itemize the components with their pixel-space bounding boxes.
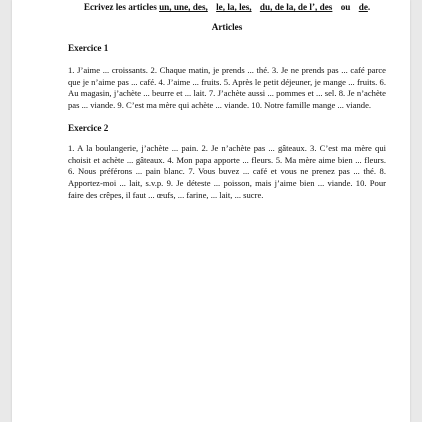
- instruction-connector: ou: [340, 2, 351, 12]
- instruction-period: .: [367, 2, 371, 12]
- exercise-1-text: 1. J’aime ... croissants. 2. Chaque matin, je prends ... thé. 3. Je ne prends pas ... café parce que je n’aime pas ... café. 4. J’aime ... fruits. 5. Après le petit déjeuner, je mange ... fruits. 6. Au magasin, j’achète ... beurre et ... lait. 7. J’achète aussi ... pommes et ... sel. 8. Je n’achète pas ... viande. 9. C’est ma mère qui achète ... viande. 10. Notre famille mange ... viande.: [68, 65, 386, 111]
- instruction-line: [68, 2, 386, 12]
- articles-indefinite: un, une, des,: [159, 2, 208, 12]
- instruction-lead: Ecrivez les articles: [83, 2, 157, 12]
- exercise-2-text: 1. A la boulangerie, j’achète ... pain. 2. Je n’achète pas ... gâteaux. 3. C’est ma mère qui choisit et achète ... gâteaux. 4. Mon papa apporte ... fleurs. 5. Ma mère aime bien ... fleurs. 6. Nous préférons ... pain blanc. 7. Vous buvez ... café et vous ne prenez pas ... thé. 8. Apportez-moi ... lait, s.v.p. 9. Je déteste ... poisson, mais j’aime bien ... viande. 10. Pour faire des crêpes, il faut ... œufs, ... farine, ... lait, ... sucre.: [68, 142, 386, 200]
- section-title: Articles: [211, 22, 243, 32]
- exercise-1-title: Exercice 1: [68, 43, 109, 53]
- document-page: [12, 0, 410, 422]
- articles-partitive: du, de la, de l’, des: [259, 2, 333, 12]
- page-content: [68, 2, 386, 201]
- exercise-2-title: Exercice 2: [68, 122, 109, 133]
- article-de: de: [358, 2, 368, 12]
- articles-definite: le, la, les,: [216, 2, 252, 12]
